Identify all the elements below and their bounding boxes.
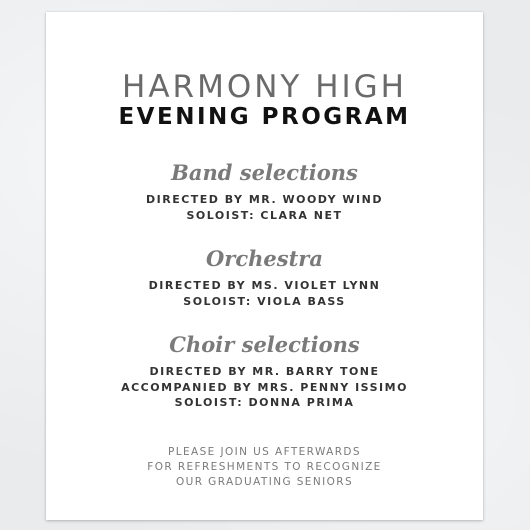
section-choir xyxy=(46,332,483,411)
footer-line: PLEASE JOIN US AFTERWARDS xyxy=(168,446,361,458)
school-name: HARMONY HIGH xyxy=(122,69,407,105)
choir-director-line: DIRECTED BY MR. BARRY TONE xyxy=(149,365,380,378)
section-heading-choir: Choir selections xyxy=(169,332,360,357)
orchestra-director-line: DIRECTED BY MS. VIOLET LYNN xyxy=(148,279,381,292)
band-soloist-line: SOLOIST: CLARA NET xyxy=(186,208,343,222)
program-sheet xyxy=(46,12,483,520)
section-heading-band: Band selections xyxy=(171,160,358,185)
footer-line: OUR GRADUATING SENIORS xyxy=(175,476,354,488)
program-title: EVENING PROGRAM xyxy=(118,104,411,130)
choir-accompanist-line: ACCOMPANIED BY MRS. PENNY ISSIMO xyxy=(121,380,408,394)
choir-soloist-line: SOLOIST: DONNA PRIMA xyxy=(174,396,355,409)
footer-note xyxy=(46,445,483,490)
band-director-line: DIRECTED BY MR. WOODY WIND xyxy=(146,193,383,206)
footer-line: FOR REFRESHMENTS TO RECOGNIZE xyxy=(147,461,382,473)
section-heading-orchestra: Orchestra xyxy=(206,246,323,271)
section-band xyxy=(46,160,483,223)
section-orchestra xyxy=(46,246,483,309)
orchestra-soloist-line: SOLOIST: VIOLA BASS xyxy=(183,294,346,308)
